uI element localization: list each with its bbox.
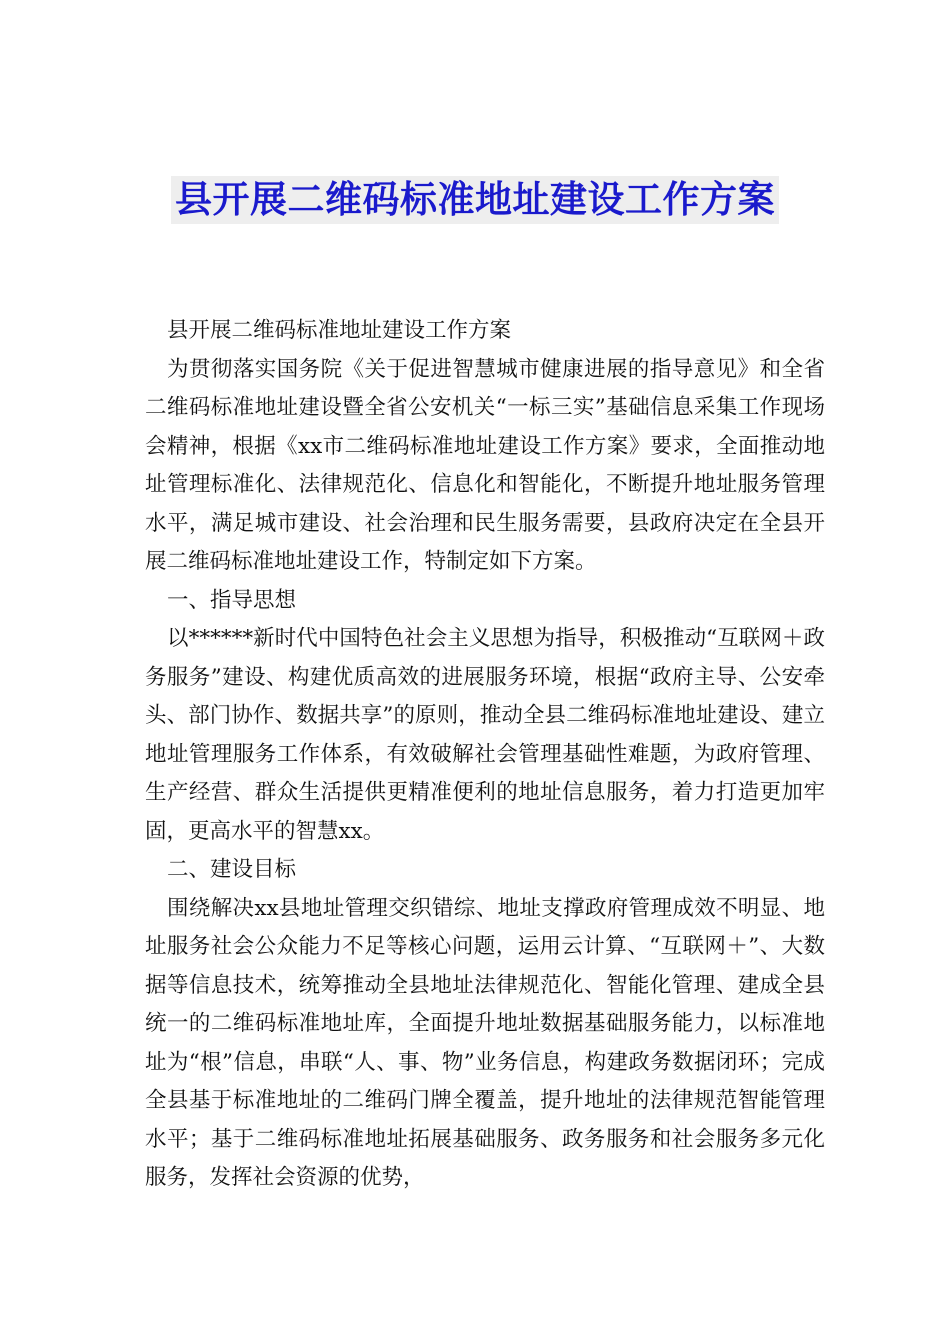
section-heading-construction-goals: 二、建设目标 xyxy=(167,857,297,882)
guiding-ideology-paragraph: 以******新时代中国特色社会主义思想为指导，积极推动“互联网＋政务服务”建设、构建优质高效的进展服务环境，根据“政府主导、公安牵头、部门协作、数据共享”的原则，推动全县二维码标准地址建设、建立地址管理服务工作体系，有效破解社会管理基础性难题，为政府管理、生产经营、群众生活提供更精准便利的地址信息服务，着力打造更加牢固，更高水平的智慧xx。 xyxy=(145,626,825,844)
subtitle-paragraph: 县开展二维码标准地址建设工作方案 xyxy=(167,318,512,343)
title-container xyxy=(0,176,950,224)
intro-paragraph: 为贯彻落实国务院《关于促进智慧城市健康进展的指导意见》和全省二维码标准地址建设暨全省公安机关“一标三实”基础信息采集工作现场会精神，根据《xx市二维码标准地址建设工作方案》要求，全面推动地址管理标准化、法律规范化、信息化和智能化，不断提升地址服务管理水平，满足城市建设、社会治理和民生服务需要，县政府决定在全县开展二维码标准地址建设工作，特制定如下方案。 xyxy=(145,356,825,574)
section-heading-guiding-ideology: 一、指导思想 xyxy=(167,587,297,613)
document-title: 县开展二维码标准地址建设工作方案 xyxy=(171,176,779,224)
document-body xyxy=(145,312,825,1198)
construction-goals-paragraph: 围绕解决xx县地址管理交织错综、地址支撑政府管理成效不明显、地址服务社会公众能力不足等核心问题，运用云计算、“互联网＋”、大数据等信息技术，统筹推动全县地址法律规范化、智能化管理、建成全县统一的二维码标准地址库，全面提升地址数据基础服务能力，以标准地址为“根”信息，串联“人、事、物”业务信息，构建政务数据闭环；完成全县基于标准地址的二维码门牌全覆盖，提升地址的法律规范智能管理水平；基于二维码标准地址拓展基础服务、政务服务和社会服务多元化服务，发挥社会资源的优势， xyxy=(145,895,825,1190)
